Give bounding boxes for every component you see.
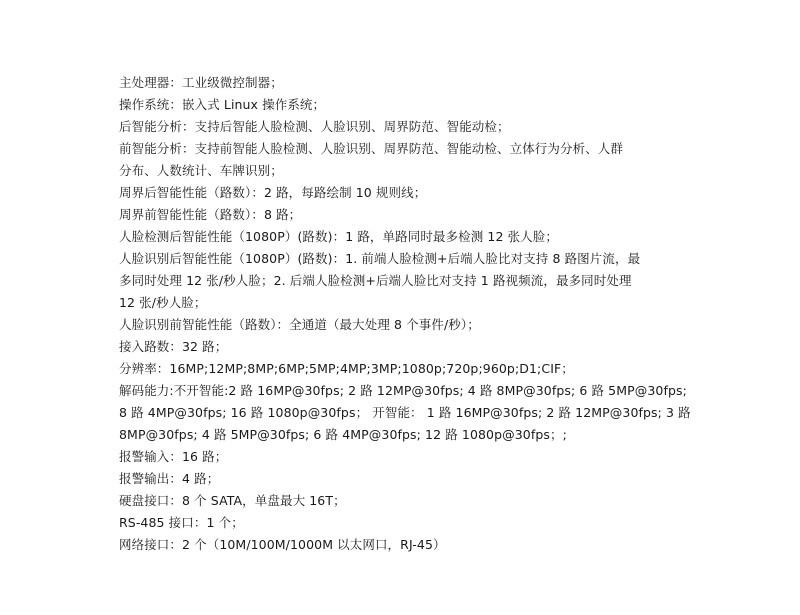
spec-line-face-recognition-end: 12 张/秒人脸； bbox=[119, 295, 207, 310]
spec-line-face-detection: 人脸检测后智能性能（1080P）(路数)：1 路，单路同时最多检测 12 张人脸； bbox=[119, 229, 558, 244]
spec-line-decoding: 解码能力:不开智能:2 路 16MP@30fps; 2 路 12MP@30fps; 4 路 8MP@30fps; 6 路 5MP@30fps; bbox=[119, 383, 687, 398]
spec-line-face-recognition-cont: 多同时处理 12 张/秒人脸；2. 后端人脸检测+后端人脸比对支持 1 路视频流，最多同时处理 bbox=[119, 273, 632, 288]
spec-line-alarm-input: 报警输入：16 路； bbox=[119, 449, 228, 464]
spec-line-main-processor: 主处理器：工业级微控制器； bbox=[119, 75, 283, 90]
spec-line-face-recognition: 人脸识别后智能性能（1080P）(路数)：1. 前端人脸检测+后端人脸比对支持 8 路图片流，最 bbox=[119, 251, 641, 266]
spec-line-rs485: RS-485 接口：1 个； bbox=[119, 515, 244, 530]
spec-line-network: 网络接口：2 个（10M/100M/1000M 以太网口，RJ-45） bbox=[119, 537, 446, 552]
spec-line-perimeter-front-end: 周界前智能性能（路数）：8 路； bbox=[119, 207, 302, 222]
spec-line-face-recognition-front: 人脸识别前智能性能（路数）：全通道（最大处理 8 个事件/秒）； bbox=[119, 317, 480, 332]
spec-line-hdd-interface: 硬盘接口：8 个 SATA，单盘最大 16T； bbox=[119, 493, 346, 508]
spec-line-front-end-ai: 前智能分析：支持前智能人脸检测、人脸识别、周界防范、智能动检、立体行为分析、人群 bbox=[119, 141, 624, 156]
spec-line-operating-system: 操作系统：嵌入式 Linux 操作系统； bbox=[119, 97, 326, 112]
spec-line-channels: 接入路数：32 路； bbox=[119, 339, 228, 354]
spec-line-decoding-end: 8MP@30fps; 4 路 5MP@30fps; 6 路 4MP@30fps; 12 路 1080p@30fps；; bbox=[119, 427, 567, 442]
spec-line-alarm-output: 报警输出：4 路； bbox=[119, 471, 220, 486]
spec-line-resolution: 分辨率：16MP;12MP;8MP;6MP;5MP;4MP;3MP;1080p;720p;960p;D1;CIF； bbox=[119, 361, 574, 376]
spec-text-block bbox=[119, 72, 691, 556]
spec-line-front-end-ai-cont: 分布、人数统计、车牌识别； bbox=[119, 163, 283, 178]
spec-line-back-end-ai: 后智能分析：支持后智能人脸检测、人脸识别、周界防范、智能动检； bbox=[119, 119, 510, 134]
spec-line-perimeter-back-end: 周界后智能性能（路数）：2 路，每路绘制 10 规则线； bbox=[119, 185, 427, 200]
spec-line-decoding-cont: 8 路 4MP@30fps; 16 路 1080p@30fps； 开智能： 1 路 16MP@30fps; 2 路 12MP@30fps; 3 路 bbox=[119, 405, 691, 420]
